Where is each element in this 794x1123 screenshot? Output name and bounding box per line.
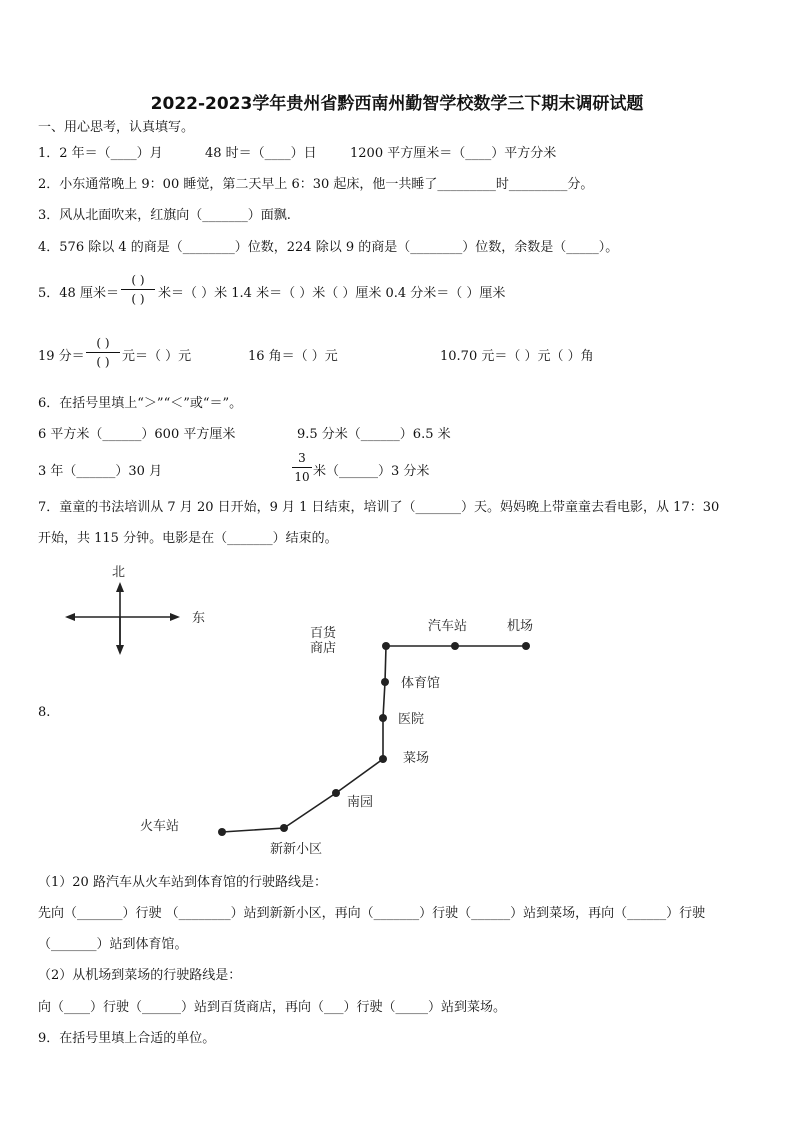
- q6-heading: 6．在括号里填上“＞”“＜”或“＝”。: [38, 396, 243, 411]
- station-xinxin-dot: [280, 824, 288, 832]
- q5b-mid: 元＝（ ）元: [122, 349, 192, 364]
- question-4: 4．576 除以 4 的商是（________）位数，224 除以 9 的商是（________）位数，余数是（_____）。: [38, 240, 619, 255]
- q6-part-a: 6 平方米（______）600 平方厘米: [38, 427, 236, 442]
- compass-north-label: 北: [112, 565, 126, 580]
- station-qiche-dot: [451, 642, 459, 650]
- label-qiche: 汽车站: [428, 619, 468, 634]
- station-jichang-dot: [522, 642, 530, 650]
- page-title: 2022-2023学年贵州省黔西南州勤智学校数学三下期末调研试题: [150, 94, 644, 114]
- question-3: 3．风从北面吹来，红旗向（_______）面飘.: [38, 208, 291, 223]
- q8-sub2-heading: （2）从机场到菜场的行驶路线是：: [38, 968, 242, 983]
- q1-part-b: 48 时＝（____）日: [205, 146, 317, 161]
- compass-east-label: 东: [192, 611, 206, 626]
- q5-fraction-numerator: ( ): [131, 273, 145, 287]
- q8-sub1-line-2: （_______）站到体育馆。: [38, 937, 188, 952]
- q6-part-c: 3 年（______）30 月: [38, 464, 163, 479]
- q8-sub1-line-1: 先向（_______）行驶 （________）站到新新小区，再向（_______）行驶（______）站到菜场，再向（______）行驶: [38, 906, 706, 921]
- q7-line-1: 7．童童的书法培训从 7 月 20 日开始，9 月 1 日结束，培训了（_______）天。妈妈晚上带童童去看电影，从 17：30: [38, 500, 720, 515]
- q5-rest: 米＝（ ）米 1.4 米＝（ ）米（ ）厘米 0.4 分米＝（ ）厘米: [158, 286, 506, 301]
- section-heading: 一、用心思考，认真填写。: [38, 120, 195, 135]
- station-caichang-dot: [379, 755, 387, 763]
- q8-number: 8.: [38, 705, 51, 720]
- label-baihuo-line2: 商店: [310, 641, 337, 656]
- q5-fraction-denominator: ( ): [131, 292, 145, 306]
- question-2: 2．小东通常晚上 9：00 睡觉，第二天早上 6：30 起床，他一共睡了_________时_________分。: [38, 177, 594, 192]
- q5b-part-c: 10.70 元＝（ ）元（ ）角: [440, 349, 594, 364]
- compass: [70, 565, 205, 650]
- q5b-fraction-numerator: ( ): [96, 336, 110, 350]
- q5b-prefix: 19 分＝: [38, 349, 85, 364]
- bus-route-line: [222, 646, 526, 832]
- label-yiyuan: 医院: [398, 712, 425, 727]
- label-jichang: 机场: [507, 619, 534, 634]
- q6-part-d: 米（______）3 分米: [313, 464, 430, 479]
- q5-prefix: 5．48 厘米＝: [38, 286, 119, 301]
- q6-part-b: 9.5 分米（______）6.5 米: [297, 427, 451, 442]
- label-caichang: 菜场: [403, 751, 430, 766]
- station-huoche-dot: [218, 828, 226, 836]
- station-yiyuan-dot: [379, 714, 387, 722]
- label-tiyuguan: 体育馆: [401, 676, 441, 691]
- q8-sub2-line: 向（____）行驶（______）站到百货商店，再向（___）行驶（_____）站到菜场。: [38, 1000, 507, 1015]
- station-baihuo-dot: [382, 642, 390, 650]
- label-baihuo-line1: 百货: [310, 626, 337, 641]
- q5b-part-b: 16 角＝（ ）元: [248, 349, 338, 364]
- q1-part-c: 1200 平方厘米＝（____）平方分米: [350, 146, 557, 161]
- station-nanyuan-dot: [332, 789, 340, 797]
- label-xinxin: 新新小区: [270, 842, 323, 857]
- station-tiyuguan-dot: [381, 678, 389, 686]
- q1-part-a: 1．2 年＝（____）月: [38, 146, 163, 161]
- q8-sub1-heading: （1）20 路汽车从火车站到体育馆的行驶路线是：: [38, 875, 327, 890]
- q5b-fraction-denominator: ( ): [96, 355, 110, 369]
- q6-fraction-denominator: 10: [294, 470, 310, 484]
- question-9: 9．在括号里填上合适的单位。: [38, 1031, 216, 1046]
- label-nanyuan: 南园: [347, 795, 374, 810]
- q6-fraction-numerator: 3: [298, 451, 306, 465]
- q7-line-2: 开始，共 115 分钟。电影是在（_______）结束的。: [38, 531, 338, 546]
- label-huoche: 火车站: [140, 819, 180, 834]
